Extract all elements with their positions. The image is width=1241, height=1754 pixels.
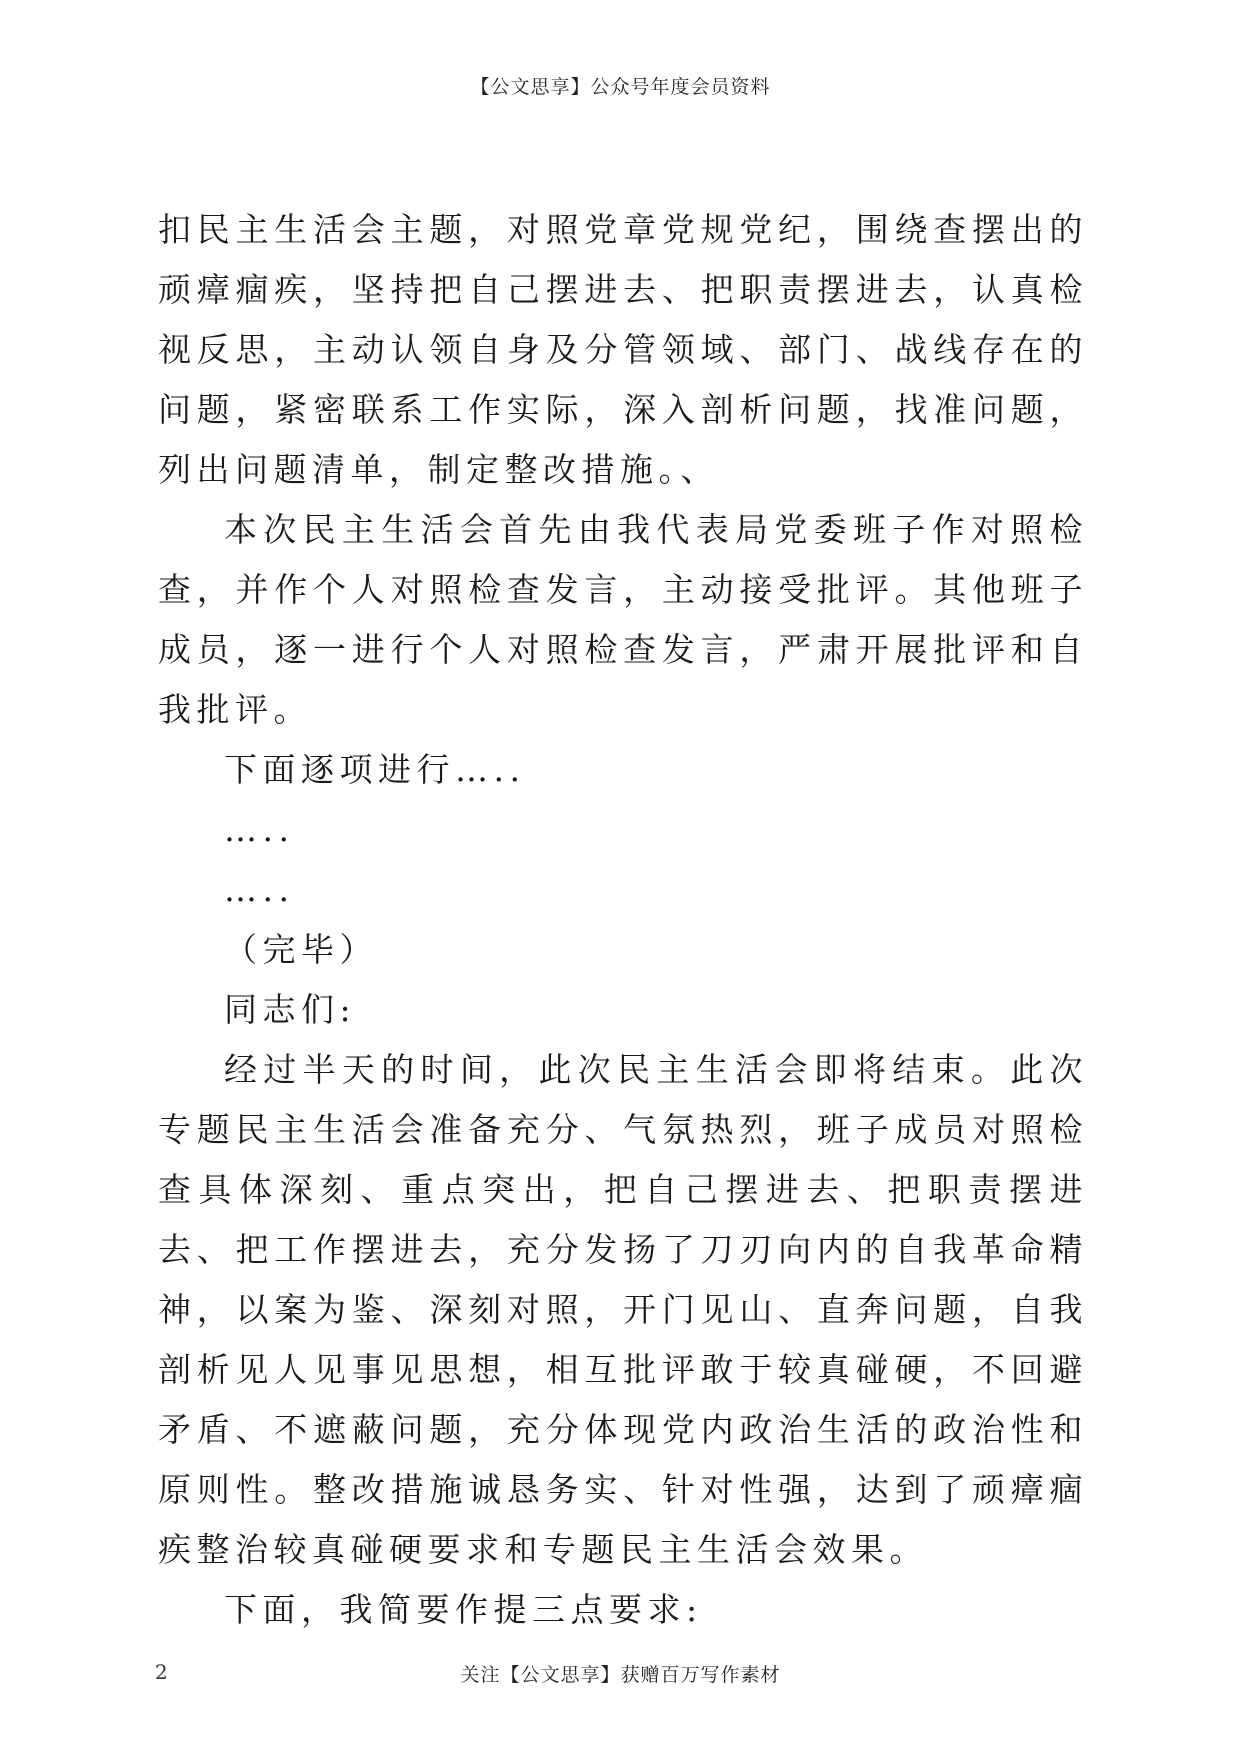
paragraph-6: （完毕） [224,930,378,969]
page-header: 【公文思享】公众号年度会员资料 [470,76,771,98]
paragraph-7: 同志们: [224,990,357,1029]
paragraph-9: 下面，我简要作提三点要求: [224,1590,703,1629]
document-body [158,200,1088,1640]
paragraph-1: 扣民主生活会主题，对照党章党规党纪，围绕查摆出的顽瘴痼疾，坚持把自己摆进去、把职责摆进去，认真检视反思，主动认领自身及分管领域、部门、战线存在的问题，紧密联系工作实际，深入剖析问题，找准问题，列出问题清单，制定整改措施。、 [158,210,1088,489]
page-footer: 关注【公文思享】获赠百万写作素材 [460,1664,781,1686]
paragraph-3: 下面逐项进行….. [224,750,526,789]
paragraph-8: 经过半天的时间，此次民主生活会即将结束。此次专题民主生活会准备充分、气氛热烈，班子成员对照检查具体深刻、重点突出，把自己摆进去、把职责摆进去、把工作摆进去，充分发扬了刀刃向内的自我革命精神，以案为鉴、深刻对照，开门见山、直奔问题，自我剖析见人见事见思想，相互批评敢于较真碰硬，不回避矛盾、不遮蔽问题，充分体现党内政治生活的政治性和原则性。整改措施诚恳务实、针对性强，达到了顽瘴痼疾整治较真碰硬要求和专题民主生活会效果。 [158,1050,1088,1569]
page-number: 2 [155,1660,168,1684]
paragraph-4: ….. [224,810,295,849]
paragraph-2: 本次民主生活会首先由我代表局党委班子作对照检查，并作个人对照检查发言，主动接受批评。其他班子成员，逐一进行个人对照检查发言，严肃开展批评和自我批评。 [158,510,1088,729]
paragraph-5: ….. [224,870,295,909]
